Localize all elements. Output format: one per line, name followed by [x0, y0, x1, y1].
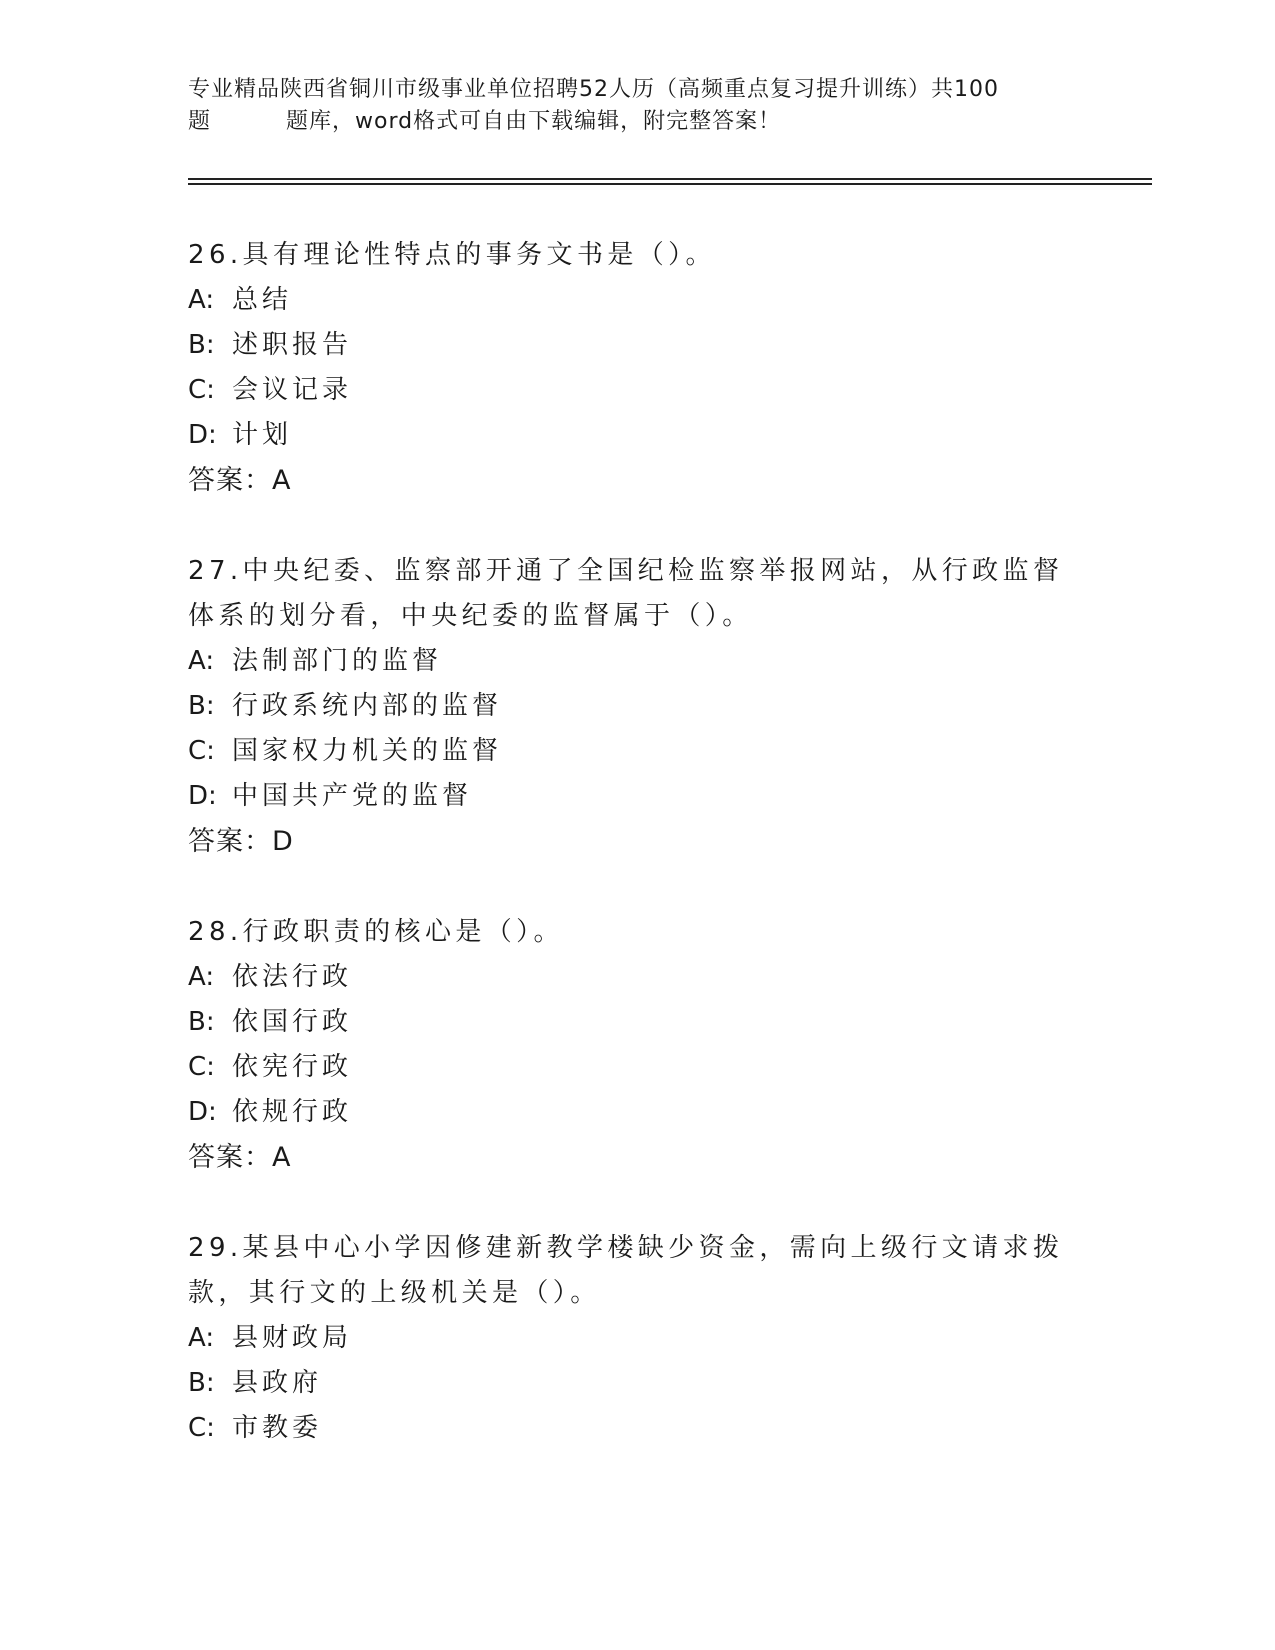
question-text: 26.具有理论性特点的事务文书是（）。	[188, 240, 716, 270]
question-block	[188, 910, 1088, 1180]
header-divider-top	[188, 178, 1152, 180]
header-title-line2	[188, 106, 1088, 138]
question-text: 29.某县中心小学因修建新教学楼缺少资金，需向上级行文请求拨款，其行文的上级机关是（）。	[188, 1233, 1064, 1308]
answer-option	[188, 1000, 1088, 1045]
option-key: B:	[188, 691, 215, 721]
answer-option	[188, 1090, 1088, 1135]
option-key: B:	[188, 1007, 215, 1037]
answer-option	[188, 1045, 1088, 1090]
answer-option	[188, 955, 1088, 1000]
answer-option	[188, 413, 1088, 458]
answer-option	[188, 774, 1088, 819]
option-text: 市教委	[232, 1413, 323, 1443]
answer-option	[188, 323, 1088, 368]
option-key: A:	[188, 285, 215, 315]
option-key: A:	[188, 962, 215, 992]
question-block	[188, 1226, 1088, 1451]
option-key: C:	[188, 375, 215, 405]
answer-option	[188, 684, 1088, 729]
answer-option	[188, 1406, 1088, 1451]
answer-option	[188, 368, 1088, 413]
header-title-lead: 题	[188, 109, 212, 134]
document-header	[188, 74, 1088, 138]
question-block	[188, 233, 1088, 503]
option-key: C:	[188, 1052, 215, 1082]
answer-option	[188, 278, 1088, 323]
option-text: 依规行政	[232, 1097, 353, 1127]
option-key: B:	[188, 330, 215, 360]
option-text: 计划	[232, 420, 293, 450]
option-text: 国家权力机关的监督	[232, 736, 503, 766]
option-key: D:	[188, 1097, 217, 1127]
answer-option	[188, 729, 1088, 774]
question-list	[188, 233, 1088, 1497]
option-key: D:	[188, 420, 217, 450]
answer-line: 答案：A	[188, 465, 292, 496]
answer-option	[188, 1316, 1088, 1361]
option-text: 县政府	[232, 1368, 323, 1398]
option-key: C:	[188, 736, 215, 766]
option-text: 中国共产党的监督	[232, 781, 473, 811]
header-divider-bottom	[188, 183, 1152, 185]
answer-option	[188, 639, 1088, 684]
option-text: 依法行政	[232, 962, 353, 992]
option-text: 会议记录	[232, 375, 353, 405]
option-key: C:	[188, 1413, 215, 1443]
option-text: 县财政局	[232, 1323, 353, 1353]
question-text: 28.行政职责的核心是（）。	[188, 917, 564, 947]
option-text: 行政系统内部的监督	[232, 691, 503, 721]
option-text: 总结	[232, 285, 293, 315]
header-title-line1: 专业精品陕西省铜川市级事业单位招聘52人历（高频重点复习提升训练）共100	[188, 77, 999, 102]
option-text: 述职报告	[232, 330, 353, 360]
option-key: A:	[188, 1323, 215, 1353]
option-key: A:	[188, 646, 215, 676]
option-text: 法制部门的监督	[232, 646, 443, 676]
option-text: 依国行政	[232, 1007, 353, 1037]
header-title-rest: 题库，word格式可自由下载编辑，附完整答案！	[286, 109, 782, 134]
question-block	[188, 549, 1088, 864]
option-text: 依宪行政	[232, 1052, 353, 1082]
answer-option	[188, 1361, 1088, 1406]
question-text: 27.中央纪委、监察部开通了全国纪检监察举报网站，从行政监督体系的划分看，中央纪委的监督属于（）。	[188, 556, 1064, 631]
answer-line: 答案：A	[188, 1142, 292, 1173]
option-key: B:	[188, 1368, 215, 1398]
answer-line: 答案：D	[188, 826, 294, 857]
option-key: D:	[188, 781, 217, 811]
